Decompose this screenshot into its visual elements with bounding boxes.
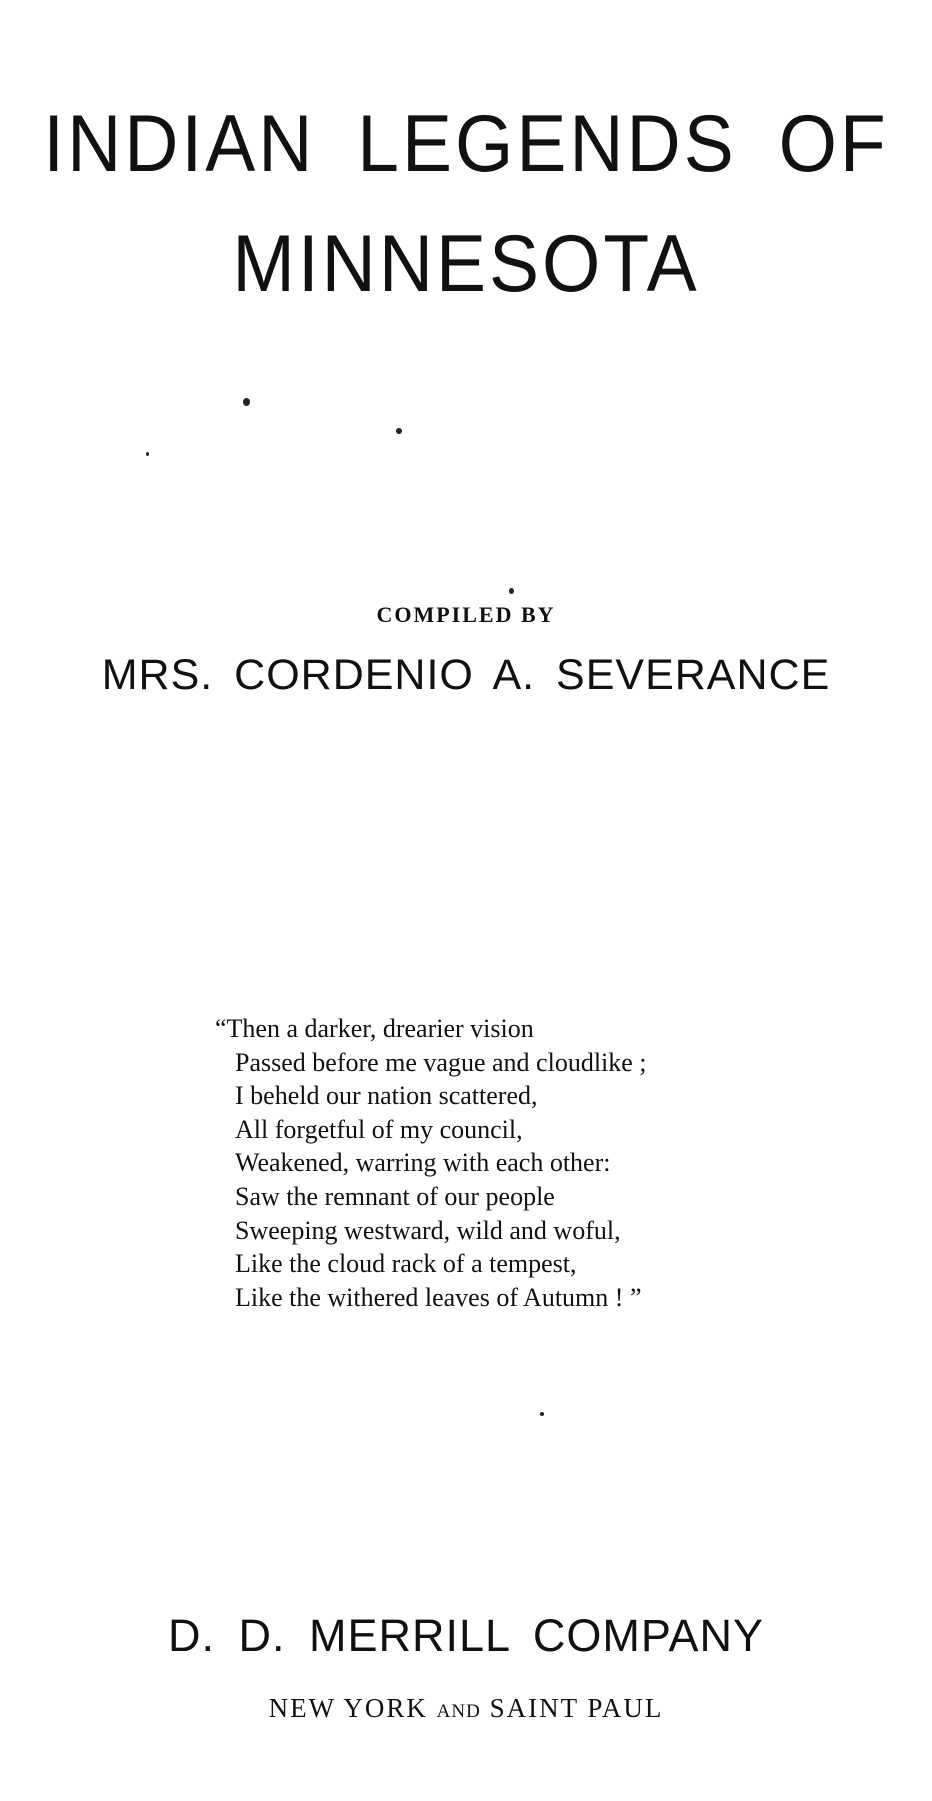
scan-speck: [540, 1412, 544, 1416]
and-label: AND: [436, 1701, 481, 1722]
poem-line: Like the cloud rack of a tempest,: [235, 1249, 577, 1279]
poem-line: Saw the remnant of our people: [235, 1181, 555, 1211]
author-name: MRS. CORDENIO A. SEVERANCE: [101, 651, 831, 699]
publisher-name: D. D. MERRILL COMPANY: [167, 1610, 765, 1661]
poem-line: Sweeping westward, wild and woful,: [235, 1215, 621, 1245]
city-saint-paul: SAINT PAUL: [489, 1693, 664, 1723]
scan-speck: [243, 398, 250, 406]
epigraph-poem: [215, 1012, 775, 1314]
poem-line: “Then a darker, drearier vision: [215, 1014, 534, 1043]
poem-line: I beheld our nation scattered,: [235, 1081, 538, 1111]
book-title-line-1: INDIAN LEGENDS OF: [43, 97, 889, 189]
poem-line: All forgetful of my council,: [235, 1114, 523, 1144]
scan-speck: [396, 428, 402, 434]
scan-speck: [509, 588, 514, 594]
scan-speck: [146, 452, 149, 456]
city-new-york: NEW YORK: [268, 1693, 428, 1723]
poem-line: Passed before me vague and cloudlike ;: [235, 1047, 647, 1077]
poem-line: Weakened, warring with each other:: [235, 1148, 611, 1178]
poem-line: Like the withered leaves of Autumn ! ”: [235, 1282, 642, 1312]
publisher-location: [0, 1690, 932, 1730]
compiled-by-label: COMPILED BY: [376, 602, 556, 627]
book-title-line-2: MINNESOTA: [232, 217, 700, 309]
